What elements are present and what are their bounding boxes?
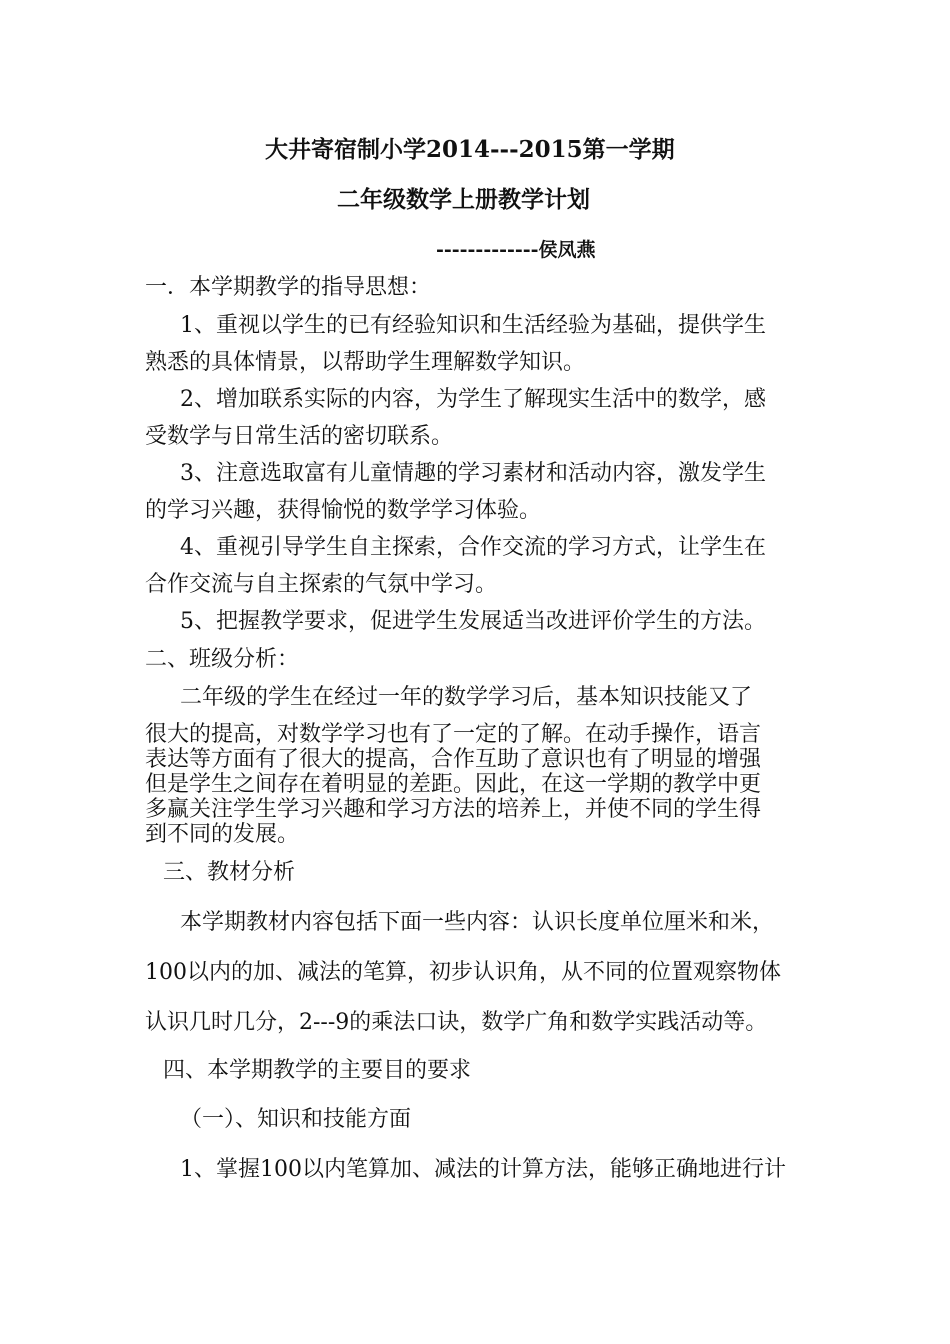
- paragraph-line: 很大的提高，对数学学习也有了一定的了解。在动手操作，语言: [145, 722, 762, 747]
- section-heading: 四、本学期教学的主要目的要求: [163, 1058, 472, 1083]
- paragraph-line: 受数学与日常生活的密切联系。: [145, 424, 454, 449]
- paragraph-line: 到不同的发展。: [145, 822, 300, 847]
- paragraph-line: 认识几时几分，2---9的乘法口诀，数学广角和数学实践活动等。: [145, 1010, 768, 1035]
- paragraph-line: 的学习兴趣，获得愉悦的数学学习体验。: [145, 498, 542, 523]
- section-heading: 三、教材分析: [163, 860, 296, 885]
- paragraph-line: 3、注意选取富有儿童情趣的学习素材和活动内容，激发学生: [180, 461, 766, 486]
- section-heading: 二、班级分析：: [145, 647, 300, 672]
- subsection-heading: （一）、知识和技能方面: [180, 1107, 412, 1132]
- paragraph-line: 5、把握教学要求，促进学生发展适当改进评价学生的方法。: [180, 609, 766, 634]
- paragraph-line: 本学期教材内容包括下面一些内容：认识长度单位厘米和米，: [180, 910, 775, 935]
- paragraph-line: 表达等方面有了很大的提高，合作互助了意识也有了明显的增强: [145, 747, 762, 772]
- document-title: 大井寄宿制小学2014---2015第一学期: [265, 136, 675, 163]
- paragraph-line: 4、重视引导学生自主探索，合作交流的学习方式，让学生在: [180, 535, 766, 560]
- document-subtitle: 二年级数学上册教学计划: [337, 186, 590, 213]
- paragraph-line: 熟悉的具体情景，以帮助学生理解数学知识。: [145, 350, 586, 375]
- paragraph-line: 2、增加联系实际的内容，为学生了解现实生活中的数学，感: [180, 387, 766, 412]
- paragraph-line: 1、重视以学生的已有经验知识和生活经验为基础，提供学生: [180, 313, 766, 338]
- paragraph-line: 合作交流与自主探索的气氛中学习。: [145, 572, 498, 597]
- paragraph-line: 但是学生之间存在着明显的差距。因此，在这一学期的教学中更: [145, 772, 762, 797]
- paragraph-line: 100以内的加、减法的笔算，初步认识角，从不同的位置观察物体: [145, 960, 781, 985]
- paragraph-line: 多赢关注学生学习兴趣和学习方法的培养上，并使不同的学生得: [145, 797, 762, 822]
- paragraph-line: 二年级的学生在经过一年的数学学习后，基本知识技能又了: [180, 685, 753, 710]
- paragraph-line: 1、掌握100以内笔算加、减法的计算方法，能够正确地进行计: [180, 1157, 786, 1182]
- section-heading: 一．本学期教学的指导思想：: [145, 275, 432, 300]
- author-line: -------------侯凤燕: [436, 239, 596, 261]
